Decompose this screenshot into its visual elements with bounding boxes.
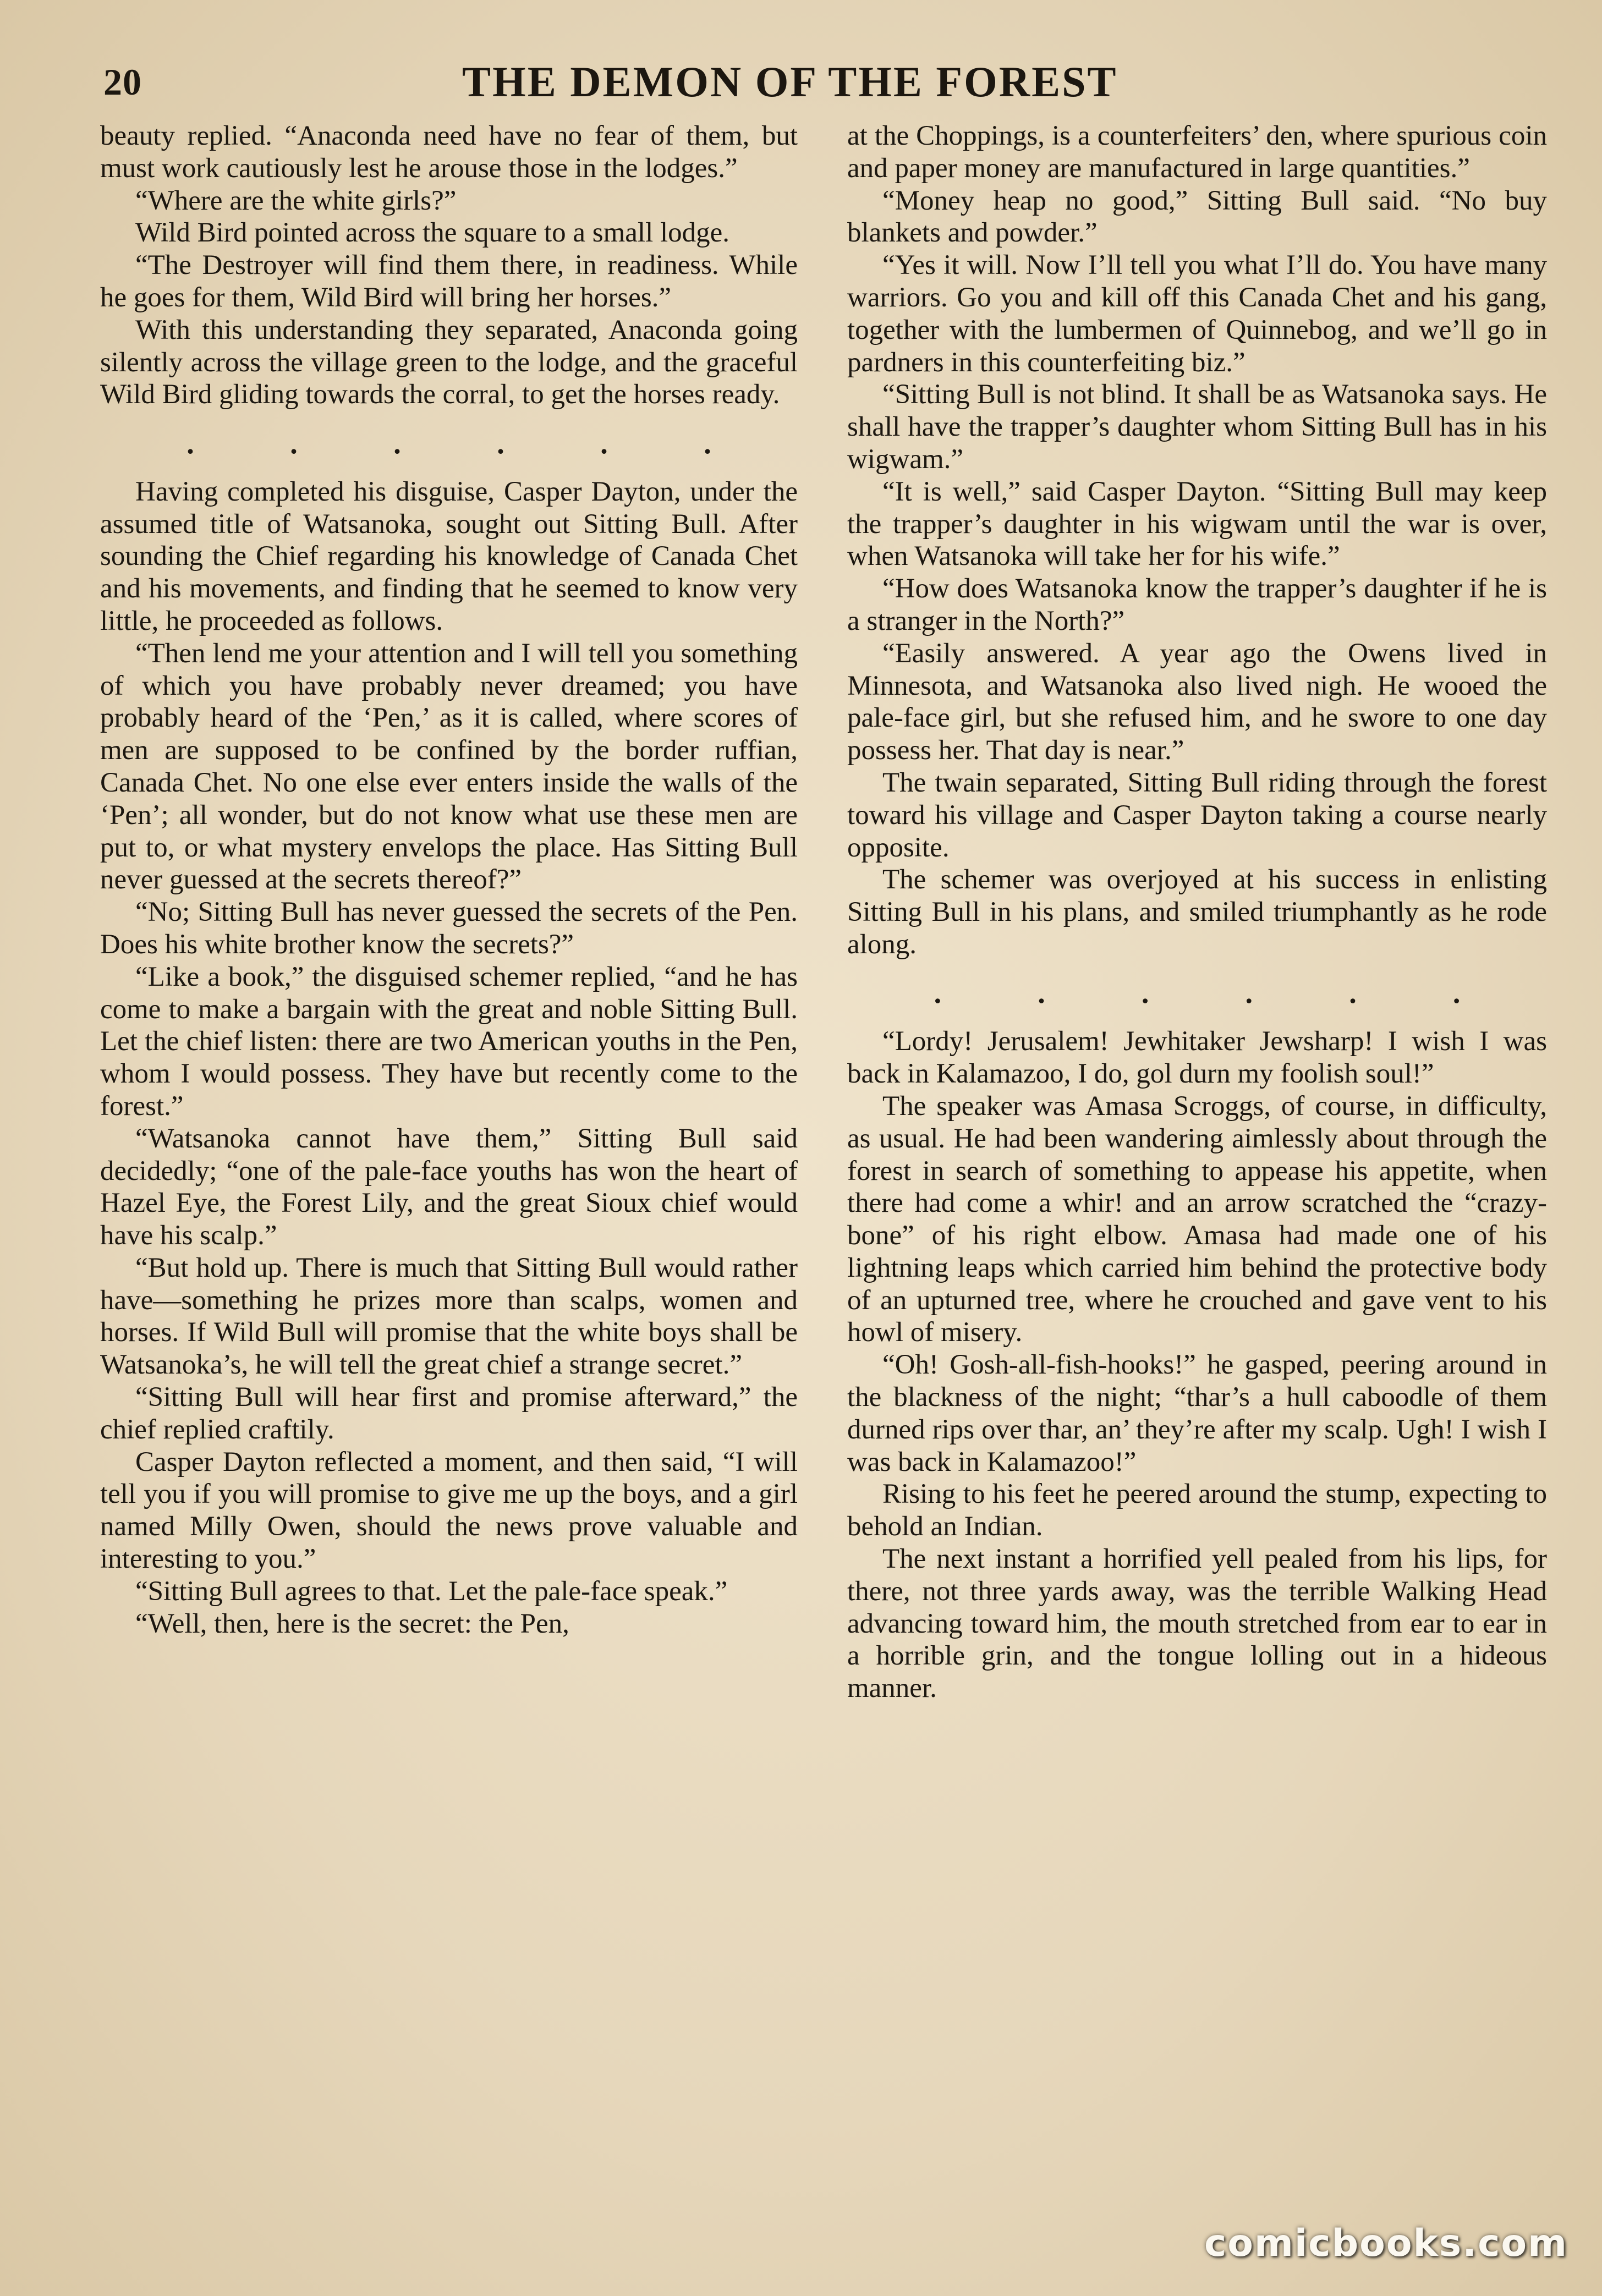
paragraph: “Yes it will. Now I’ll tell you what I’ll do. You have many warriors. Go you and kill off this Canada Chet and his gang, together with the lumbermen of Quinnebog, and we’ll go in pardners in this counterfeiting biz.” — [847, 250, 1547, 378]
paragraph: Having completed his disguise, Casper Dayton, under the assumed title of Watsanoka, sought out Sitting Bull. After sounding the Chief regarding his knowledge of Canada Chet and his movements, and finding that he seemed to know very little, he proceeded as follows. — [100, 476, 798, 636]
break-dot: . — [497, 426, 504, 460]
break-dot: . — [1452, 976, 1461, 1010]
paragraph: “No; Sitting Bull has never guessed the secrets of the Pen. Does his white brother know the secrets?” — [100, 897, 798, 960]
break-dot: . — [1245, 976, 1253, 1010]
paragraph: The schemer was overjoyed at his success in enlisting Sitting Bull in his plans, and smiled triumphantly as he rode along. — [847, 864, 1547, 960]
break-dot: . — [1349, 976, 1357, 1010]
paragraph: “Lordy! Jerusalem! Jewhitaker Jewsharp! I wish I was back in Kalamazoo, I do, gol durn my foolish soul!” — [847, 1026, 1547, 1090]
right-column — [847, 120, 1547, 1705]
paragraph: The next instant a horrified yell pealed from his lips, for there, not three yards away, was the terrible Walking Head advancing toward him, the mouth stretched from ear to ear in a horrible grin, and the tongue lolling out in a hideous manner. — [847, 1544, 1547, 1704]
paragraph: Wild Bird pointed across the square to a small lodge. — [135, 217, 730, 249]
paragraph: “Sitting Bull will hear first and promise afterward,” the chief replied craftily. — [100, 1382, 798, 1445]
paragraph: Casper Dayton reflected a moment, and then said, “I will tell you if you will promise to give me up the boys, and a girl named Milly Owen, should the news prove valuable and interesting to you.” — [100, 1446, 798, 1575]
break-dot: . — [934, 976, 942, 1010]
paragraph: beauty replied. “Anaconda need have no fear of them, but must work cautiously lest he arouse those in the lodges.” — [100, 120, 798, 184]
paragraph: “Watsanoka cannot have them,” Sitting Bull said decidedly; “one of the pale-face youths has won the heart of Hazel Eye, the Forest Lily, and the great Sioux chief would have his scalp.” — [100, 1123, 798, 1251]
paragraph: “Oh! Gosh-all-fish-hooks!” he gasped, peering around in the blackness of the night; “thar’s a hull caboodle of them durned rips over thar, an’ they’re after my scalp. Ugh! I wish I was back in Kalamazoo!” — [847, 1349, 1547, 1477]
paragraph: The speaker was Amasa Scroggs, of course, in difficulty, as usual. He had been wandering aimlessly about through the forest in search of something to appease his appetite, when there had come a whir! and an arrow scratched the “crazy-bone” of his right elbow. Amasa had made one of his lightning leaps which carried him behind the protective body of an upturned tree, where he crouched and gave vent to his howl of misery. — [847, 1090, 1547, 1348]
paragraph: With this understanding they separated, Anaconda going silently across the village green to the lodge, and the graceful Wild Bird gliding towards the corral, to get the horses ready. — [100, 314, 798, 410]
paragraph: Rising to his feet he peered around the stump, expecting to behold an Indian. — [847, 1479, 1547, 1542]
paragraph: “Then lend me your attention and I will tell you something of which you have probably never dreamed; you have probably heard of the ‘Pen,’ as it is called, where scores of men are supposed to be confined by the border ruffian, Canada Chet. No one else ever enters inside the walls of the ‘Pen’; all wonder, but do not know what use these men are put to, or what mystery envelops the place. Has Sitting Bull never guessed at the secrets thereof?” — [100, 638, 798, 896]
section-break — [847, 961, 1547, 1026]
site-watermark: comicbooks.com — [1204, 2222, 1568, 2265]
break-dot: . — [1141, 976, 1149, 1010]
paragraph: The twain separated, Sitting Bull riding through the forest toward his village and Casper Dayton taking a course nearly opposite. — [847, 767, 1547, 863]
break-dot: . — [186, 426, 194, 460]
left-column — [100, 120, 798, 1640]
paragraph: “How does Watsanoka know the trapper’s daughter if he is a stranger in the North?” — [847, 573, 1547, 636]
break-dot: . — [393, 426, 401, 460]
paragraph: at the Choppings, is a counterfeiters’ den, where spurious coin and paper money are manufactured in large quantities.” — [847, 120, 1547, 184]
paragraph: “Like a book,” the disguised schemer replied, “and he has come to make a bargain with the great and noble Sitting Bull. Let the chief listen: there are two American youths in the Pen, whom I would possess. They have but recently come to the forest.” — [100, 961, 798, 1122]
paragraph: “Where are the white girls?” — [135, 185, 457, 216]
paragraph: “Easily answered. A year ago the Owens lived in Minnesota, and Watsanoka also lived nigh. He wooed the pale-face girl, but she refused him, and he swore to one day possess her. That day is near.” — [847, 638, 1547, 766]
paragraph: “It is well,” said Casper Dayton. “Sitting Bull may keep the trapper’s daughter in his wigwam until the war is over, when Watsanoka will take her for his wife.” — [847, 476, 1547, 572]
paragraph: “The Destroyer will find them there, in readiness. While he goes for them, Wild Bird will bring her horses.” — [100, 250, 798, 313]
paragraph: “Money heap no good,” Sitting Bull said. “No buy blankets and powder.” — [847, 185, 1547, 249]
section-break — [100, 411, 798, 476]
paragraph: “Sitting Bull is not blind. It shall be as Watsanoka says. He shall have the trapper’s daughter whom Sitting Bull has in his wigwam.” — [847, 379, 1547, 475]
paragraph: “Sitting Bull agrees to that. Let the pale-face speak.” — [135, 1575, 728, 1607]
paragraph: “Well, then, here is the secret: the Pen, — [135, 1608, 569, 1639]
break-dot: . — [600, 426, 608, 460]
page-number: 20 — [103, 61, 142, 103]
break-dot: . — [704, 426, 711, 460]
paragraph: “But hold up. There is much that Sitting Bull would rather have—something he prizes more than scalps, women and horses. If Wild Bull will promise that the white boys shall be Watsanoka’s, he will tell the great chief a strange secret.” — [100, 1252, 798, 1381]
break-dot: . — [290, 426, 298, 460]
running-head: THE DEMON OF THE FOREST — [462, 58, 1118, 106]
break-dot: . — [1038, 976, 1045, 1010]
